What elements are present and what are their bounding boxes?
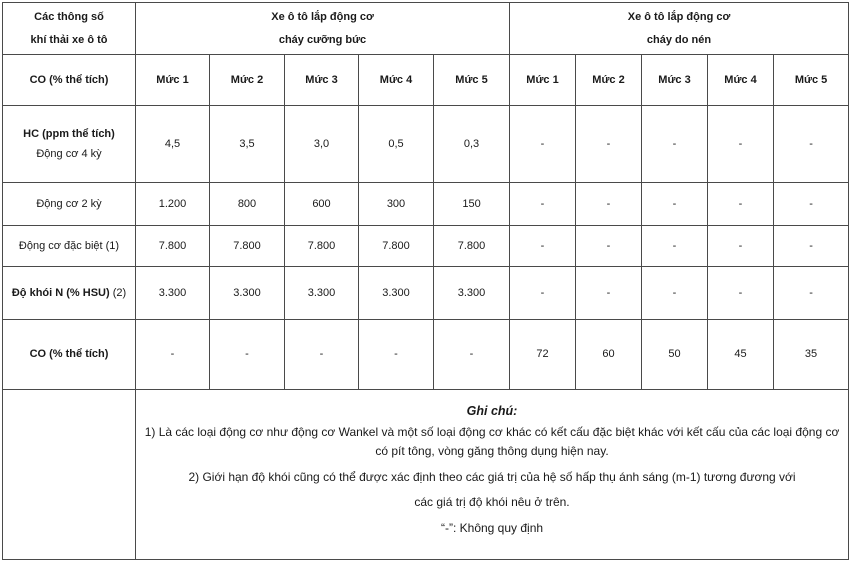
value-cell: - xyxy=(774,106,849,183)
param-header-cell xyxy=(3,3,136,55)
group1-header-cell xyxy=(136,3,510,55)
row-label xyxy=(3,267,136,320)
value-cell: - xyxy=(510,267,576,320)
value-cell: - xyxy=(510,106,576,183)
level-cell: Mức 3 xyxy=(642,55,708,106)
level-cell: Mức 1 xyxy=(510,55,576,106)
value-cell: 600 xyxy=(285,183,359,226)
level-cell: Mức 2 xyxy=(210,55,285,106)
header-row xyxy=(3,3,849,55)
group2-header-line2: cháy do nén xyxy=(646,33,712,46)
group2-header-cell xyxy=(510,3,849,55)
value-cell: - xyxy=(210,320,285,390)
value-cell: 7.800 xyxy=(434,226,510,267)
value-cell: 45 xyxy=(708,320,774,390)
level-cell: Mức 2 xyxy=(576,55,642,106)
value-cell: 1.200 xyxy=(136,183,210,226)
value-cell: - xyxy=(642,183,708,226)
value-cell: - xyxy=(510,226,576,267)
table-row xyxy=(3,226,849,267)
value-cell: - xyxy=(576,226,642,267)
value-cell: 0,3 xyxy=(434,106,510,183)
value-cell: 300 xyxy=(359,183,434,226)
notes-title: Ghi chú: xyxy=(466,404,518,418)
value-cell: - xyxy=(576,106,642,183)
level-row xyxy=(3,55,849,106)
value-cell: - xyxy=(576,267,642,320)
value-cell: - xyxy=(510,183,576,226)
value-cell: - xyxy=(708,226,774,267)
value-cell: - xyxy=(708,106,774,183)
row-label: Động cơ 2 kỳ xyxy=(3,183,136,226)
value-cell: - xyxy=(774,267,849,320)
value-cell: - xyxy=(576,183,642,226)
level-cell: Mức 5 xyxy=(774,55,849,106)
value-cell: 3.300 xyxy=(285,267,359,320)
param-header-line1: Các thông số xyxy=(34,11,104,24)
table-row xyxy=(3,320,849,390)
value-cell: - xyxy=(708,267,774,320)
group2-header-line1: Xe ô tô lắp động cơ xyxy=(627,11,731,24)
row-label-normal: Động cơ 4 kỳ xyxy=(36,148,102,160)
value-cell: 7.800 xyxy=(210,226,285,267)
table-row xyxy=(3,106,849,183)
table-row xyxy=(3,267,849,320)
value-cell: 72 xyxy=(510,320,576,390)
value-cell: - xyxy=(708,183,774,226)
value-cell: - xyxy=(285,320,359,390)
param-header-line2: khí thải xe ô tô xyxy=(30,33,108,46)
notes-row xyxy=(3,390,849,560)
level-cell: Mức 4 xyxy=(359,55,434,106)
value-cell: 800 xyxy=(210,183,285,226)
value-cell: 3.300 xyxy=(210,267,285,320)
value-cell: - xyxy=(359,320,434,390)
note-2b: các giá trị độ khói nêu ở trên. xyxy=(414,495,570,510)
note-1: 1) Là các loại động cơ như động cơ Wankel và một số loại động cơ khác có kết cấu đặc biệt khác với kết cấu của các loại động cơ có pít tông, vòng găng thông dụng hiện nay. xyxy=(144,425,840,458)
table-row xyxy=(3,183,849,226)
value-cell: 7.800 xyxy=(285,226,359,267)
value-cell: 3.300 xyxy=(359,267,434,320)
value-cell: - xyxy=(774,183,849,226)
value-cell: 7.800 xyxy=(359,226,434,267)
level-cell: Mức 1 xyxy=(136,55,210,106)
value-cell: 0,5 xyxy=(359,106,434,183)
value-cell: 60 xyxy=(576,320,642,390)
row-label: CO (% thể tích) xyxy=(3,320,136,390)
group1-header-line1: Xe ô tô lắp động cơ xyxy=(271,11,374,24)
value-cell: 3.300 xyxy=(434,267,510,320)
row-label xyxy=(3,106,136,183)
level-cell: Mức 5 xyxy=(434,55,510,106)
value-cell: - xyxy=(642,267,708,320)
row-label-bold: HC (ppm thể tích) xyxy=(23,127,115,140)
notes-empty-cell xyxy=(3,390,136,560)
level-cell: Mức 3 xyxy=(285,55,359,106)
value-cell: - xyxy=(642,106,708,183)
note-3: “-”: Không quy định xyxy=(440,520,544,535)
group1-header-line2: cháy cưỡng bức xyxy=(278,33,367,46)
value-cell: - xyxy=(136,320,210,390)
value-cell: 3,5 xyxy=(210,106,285,183)
value-cell: 4,5 xyxy=(136,106,210,183)
value-cell: 150 xyxy=(434,183,510,226)
note-2a: 2) Giới hạn độ khói cũng có thể được xác định theo các giá trị của hệ số hấp thụ ánh sáng (m-1) tương đương với xyxy=(188,469,796,484)
emission-standards-table xyxy=(2,2,849,560)
value-cell: 50 xyxy=(642,320,708,390)
notes-cell xyxy=(136,390,849,560)
value-cell: - xyxy=(642,226,708,267)
level-row-label: CO (% thể tích) xyxy=(3,55,136,106)
value-cell: 3,0 xyxy=(285,106,359,183)
row-label: Động cơ đặc biệt (1) xyxy=(3,226,136,267)
value-cell: 7.800 xyxy=(136,226,210,267)
value-cell: 3.300 xyxy=(136,267,210,320)
row-label-normal: (2) xyxy=(109,286,127,299)
value-cell: - xyxy=(774,226,849,267)
row-label-bold: Độ khói N (% HSU) xyxy=(11,286,110,299)
level-cell: Mức 4 xyxy=(708,55,774,106)
value-cell: - xyxy=(434,320,510,390)
value-cell: 35 xyxy=(774,320,849,390)
